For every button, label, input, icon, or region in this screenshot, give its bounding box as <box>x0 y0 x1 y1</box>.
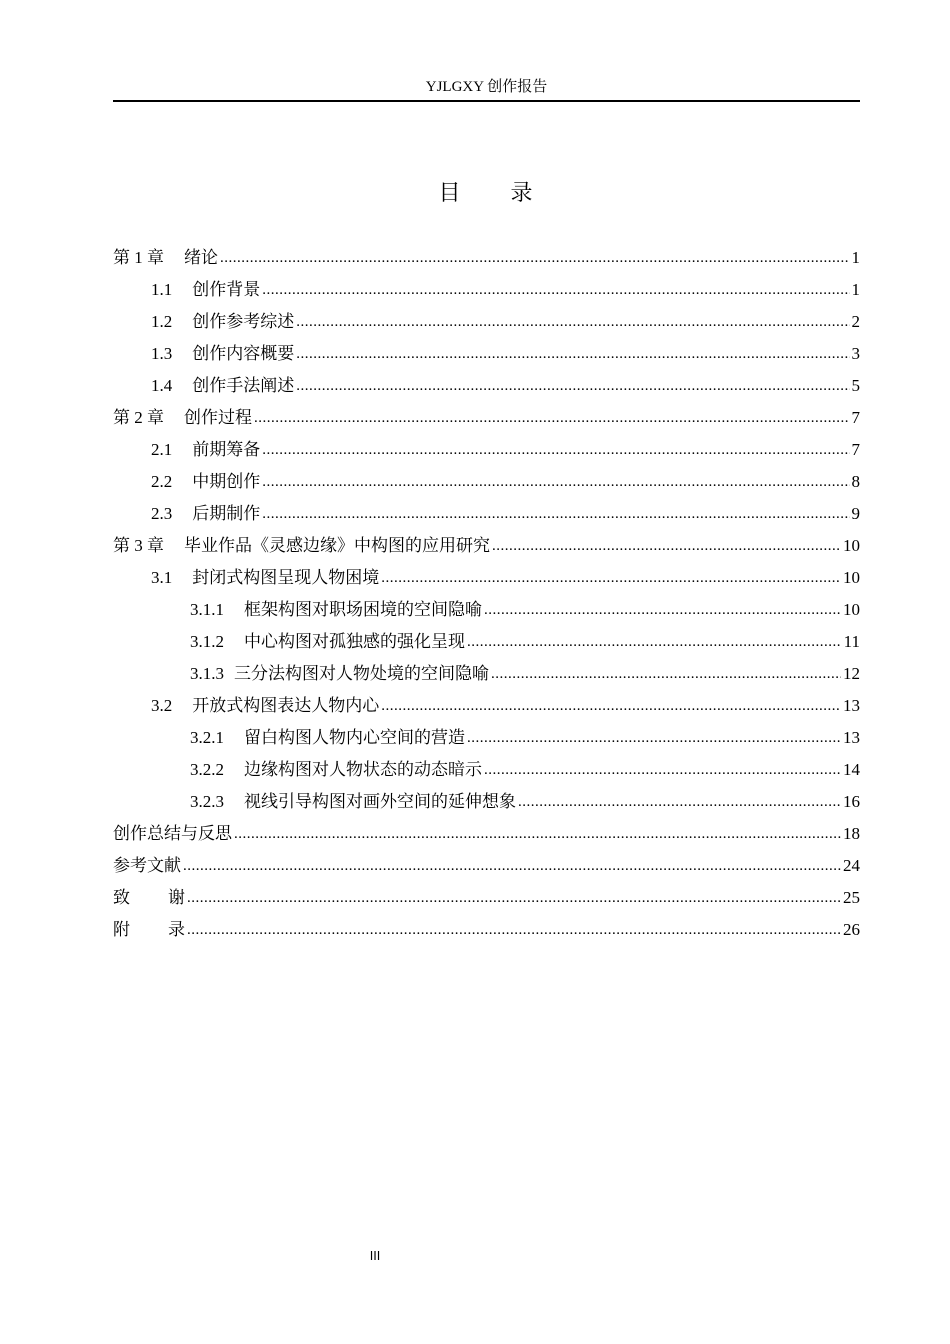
toc-entry[interactable] <box>113 882 860 914</box>
dot-leader <box>183 849 841 882</box>
toc-entry[interactable] <box>113 434 860 466</box>
toc-entry-title-part: 谢 <box>168 888 185 908</box>
table-of-contents <box>113 242 860 946</box>
toc-entry[interactable] <box>113 274 860 306</box>
toc-entry[interactable] <box>113 850 860 882</box>
toc-entry-page: 12 <box>843 664 860 683</box>
toc-entry-page: 14 <box>843 760 860 779</box>
toc-entry-page: 3 <box>851 344 860 363</box>
toc-entry-page: 11 <box>843 632 860 651</box>
toc-entry-number: 3.1.2 <box>190 632 224 651</box>
toc-entry-title-part: 录 <box>168 920 185 940</box>
toc-entry[interactable] <box>113 594 860 626</box>
toc-entry[interactable] <box>113 466 860 498</box>
dot-leader <box>262 273 849 306</box>
toc-entry-number: 2.3 <box>151 504 173 523</box>
toc-entry-page: 1 <box>851 248 860 267</box>
toc-entry-page: 10 <box>843 536 860 555</box>
toc-entry-number: 第 3 章 <box>113 536 164 555</box>
dot-leader <box>484 593 841 626</box>
toc-entry-title: 后期制作 <box>192 504 261 523</box>
toc-entry-page: 26 <box>843 920 860 939</box>
toc-entry-number: 3.1 <box>151 568 173 587</box>
toc-entry[interactable] <box>113 498 860 530</box>
toc-heading <box>113 178 860 210</box>
toc-entry-number: 1.1 <box>151 280 173 299</box>
toc-entry-page: 7 <box>851 440 860 459</box>
toc-entry-title: 封闭式构图呈现人物困境 <box>192 568 380 587</box>
toc-entry-page: 8 <box>851 472 860 491</box>
toc-entry-page: 25 <box>843 888 860 907</box>
toc-entry-page: 5 <box>851 376 860 395</box>
dot-leader <box>467 625 842 658</box>
toc-entry-title: 创作手法阐述 <box>192 376 295 395</box>
toc-entry-title: 开放式构图表达人物内心 <box>192 696 380 715</box>
running-header: YJLGXY 创作报告 <box>425 79 548 95</box>
toc-entry-title-part: 致 <box>113 888 130 908</box>
dot-leader <box>262 433 849 466</box>
toc-entry[interactable] <box>113 306 860 338</box>
toc-entry-number: 1.2 <box>151 312 173 331</box>
toc-entry[interactable] <box>113 914 860 946</box>
dot-leader <box>381 689 841 722</box>
dot-leader <box>381 561 841 594</box>
dot-leader <box>518 785 841 818</box>
dot-leader <box>492 529 841 562</box>
toc-entry[interactable] <box>113 754 860 786</box>
dot-leader <box>296 305 849 338</box>
toc-entry-number: 第 1 章 <box>113 248 164 267</box>
toc-entry[interactable] <box>113 786 860 818</box>
toc-entry-page: 16 <box>843 792 860 811</box>
toc-entry[interactable] <box>113 530 860 562</box>
dot-leader <box>484 753 841 786</box>
toc-entry-number: 2.1 <box>151 440 173 459</box>
dot-leader <box>220 241 850 274</box>
toc-entry-number: 3.2 <box>151 696 173 715</box>
toc-entry-title: 中心构图对孤独感的强化呈现 <box>244 632 465 651</box>
toc-entry[interactable] <box>113 370 860 402</box>
toc-entry[interactable] <box>113 690 860 722</box>
toc-entry-page: 1 <box>851 280 860 299</box>
dot-leader <box>187 913 841 946</box>
toc-entry[interactable] <box>113 722 860 754</box>
toc-entry-title: 参考文献 <box>113 856 181 876</box>
toc-heading-char-2: 录 <box>510 181 535 206</box>
toc-entry-title: 留白构图人物内心空间的营造 <box>244 728 465 747</box>
dot-leader <box>491 657 841 690</box>
header-divider <box>113 100 860 102</box>
toc-entry-page: 9 <box>851 504 860 523</box>
dot-leader <box>262 465 849 498</box>
toc-entry-number: 3.2.1 <box>190 728 224 747</box>
dot-leader <box>296 369 849 402</box>
toc-entry-title: 视线引导构图对画外空间的延伸想象 <box>244 792 516 811</box>
toc-entry-title: 绪论 <box>184 248 218 268</box>
toc-entry-number: 3.2.2 <box>190 760 224 779</box>
toc-entry-page: 13 <box>843 728 860 747</box>
toc-entry-number: 3.1.3 <box>190 664 224 683</box>
dot-leader <box>187 881 841 914</box>
toc-entry-number: 1.4 <box>151 376 173 395</box>
toc-entry-title: 三分法构图对人物处境的空间隐喻 <box>234 664 489 683</box>
dot-leader <box>254 401 850 434</box>
toc-entry-page: 10 <box>843 568 860 587</box>
toc-entry-title <box>113 882 185 914</box>
dot-leader <box>234 817 841 850</box>
toc-entry-title: 创作参考综述 <box>192 312 295 331</box>
page-number: III <box>369 1249 381 1263</box>
toc-entry-title: 创作背景 <box>192 280 261 299</box>
toc-entry-page: 24 <box>843 856 860 875</box>
toc-entry-title: 框架构图对职场困境的空间隐喻 <box>244 600 482 619</box>
toc-entry-title: 中期创作 <box>192 472 261 491</box>
toc-entry[interactable] <box>113 242 860 274</box>
toc-entry-page: 2 <box>851 312 860 331</box>
toc-entry-title: 创作过程 <box>184 408 252 428</box>
toc-entry[interactable] <box>113 338 860 370</box>
toc-entry-title-part: 附 <box>113 920 130 940</box>
toc-entry-title <box>113 914 185 946</box>
toc-entry[interactable] <box>113 626 860 658</box>
toc-entry-title: 边缘构图对人物状态的动态暗示 <box>244 760 482 779</box>
toc-entry-number: 第 2 章 <box>113 408 164 427</box>
toc-entry-title: 创作总结与反思 <box>113 824 232 844</box>
toc-entry-page: 13 <box>843 696 860 715</box>
toc-entry-title: 前期筹备 <box>192 440 261 459</box>
toc-entry-page: 18 <box>843 824 860 843</box>
toc-entry-number: 2.2 <box>151 472 173 491</box>
toc-entry-number: 3.2.3 <box>190 792 224 811</box>
toc-entry[interactable] <box>113 402 860 434</box>
toc-entry-title: 创作内容概要 <box>192 344 295 363</box>
toc-entry-page: 7 <box>851 408 860 427</box>
dot-leader <box>262 497 849 530</box>
dot-leader <box>296 337 849 370</box>
toc-entry-number: 1.3 <box>151 344 173 363</box>
toc-entry[interactable] <box>113 818 860 850</box>
toc-entry-title: 毕业作品《灵感边缘》中构图的应用研究 <box>184 536 490 556</box>
toc-heading-char-1: 目 <box>438 181 463 206</box>
toc-entry[interactable] <box>113 562 860 594</box>
toc-entry[interactable] <box>113 658 860 690</box>
toc-entry-number: 3.1.1 <box>190 600 224 619</box>
dot-leader <box>467 721 841 754</box>
toc-entry-page: 10 <box>843 600 860 619</box>
